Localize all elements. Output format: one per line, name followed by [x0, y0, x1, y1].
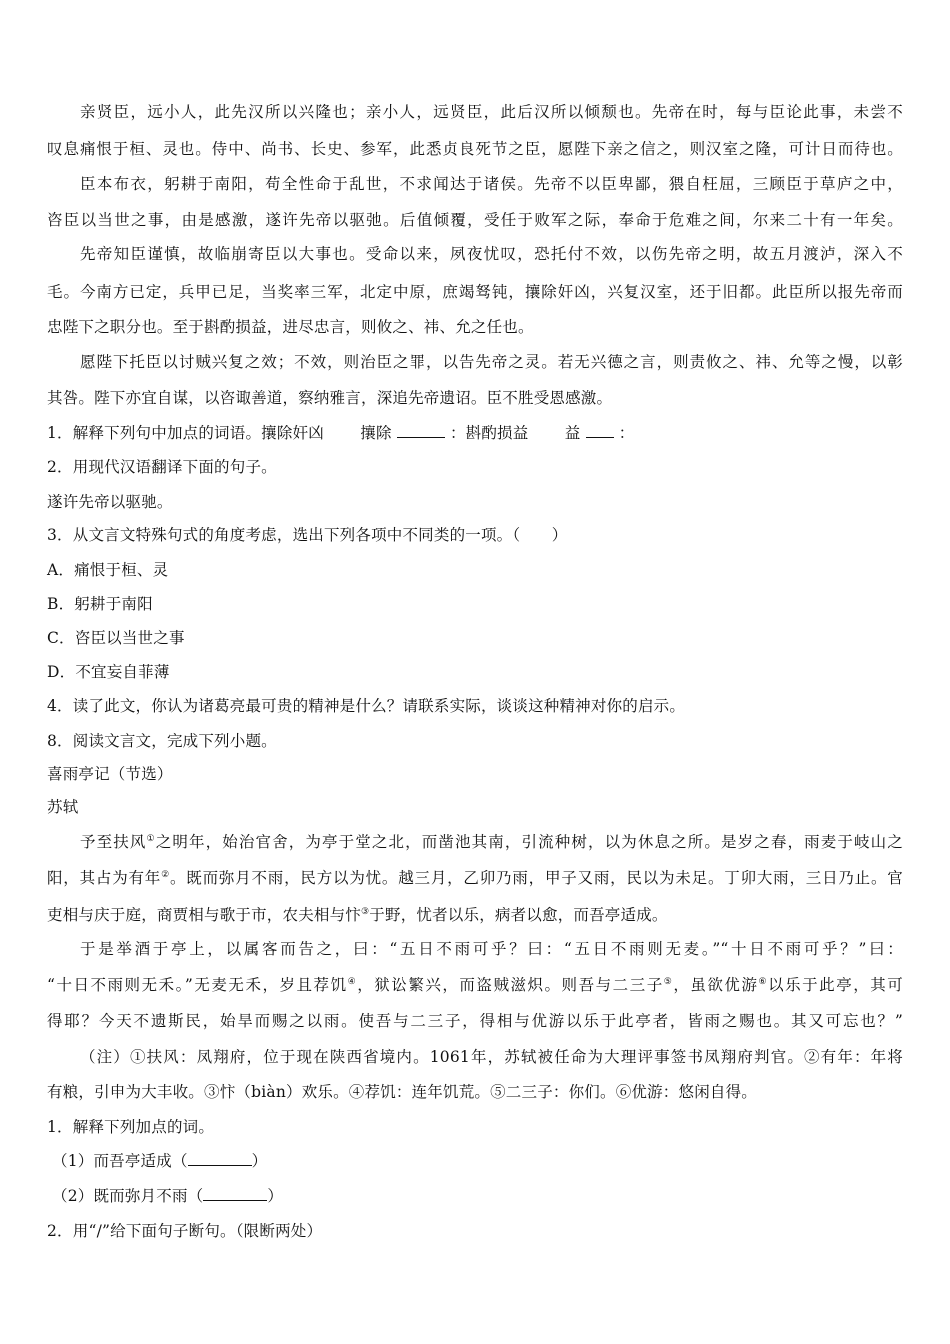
section8-question-1-1: （1）而吾亭适成（ ）: [52, 1152, 268, 1170]
section8-question-1-2: （2）既而弥月不雨（ ）: [52, 1187, 284, 1205]
footnote-marker: ⑤: [663, 976, 674, 987]
section8-question-1: 1．解释下列加点的词。: [47, 1118, 215, 1136]
passage1-line: 愿陛下托臣以讨贼兴复之效；不效，则治臣之罪，以告先帝之灵。若无兴德之言，则责攸之、祎、允等之慢，以彰: [80, 353, 903, 371]
question-text: 1．解释下列句中加点的词语。攘除奸凶: [47, 424, 324, 442]
option-a[interactable]: A．痛恨于桓、灵: [47, 561, 169, 579]
essay-line: 予至扶风①之明年，始治官舍，为亭于堂之北，而凿池其南，引流种树，以为休息之所。是岁之春，雨麦于岐山之: [80, 833, 903, 851]
answer-blank[interactable]: [397, 423, 445, 438]
answer-blank[interactable]: [586, 423, 614, 438]
essay-line: “十日不雨则无禾。”无麦无禾，岁且荐饥④，狱讼繁兴，而盗贼滋炽。则吾与二三子⑤，虽欲优游⑥以乐于此亭，其可: [47, 976, 903, 994]
question-text: 攘除: [360, 424, 392, 442]
essay-author: 苏轼: [47, 798, 79, 816]
footnote-marker: ②: [161, 869, 170, 880]
section-intro: 8．阅读文言文，完成下列小题。: [47, 732, 277, 750]
footnote-marker: ④: [347, 976, 358, 987]
essay-line: 吏相与庆于庭，商贾相与歌于市，农夫相与忭③于野，忧者以乐，病者以愈，而吾亭适成。: [47, 906, 668, 924]
answer-blank[interactable]: [188, 1151, 252, 1166]
option-b[interactable]: B．躬耕于南阳: [47, 595, 153, 613]
passage1-line: 叹息痛恨于桓、灵也。侍中、尚书、长史、参军，此悉贞良死节之臣，愿陛下亲之信之，则汉室之隆，可计日而待也。: [47, 140, 903, 158]
question-text: ：斟酌损益: [449, 424, 529, 442]
essay-line: 阳，其占为有年②。既而弥月不雨，民方以为忧。越三月，乙卯乃雨，甲子又雨，民以为未足。丁卯大雨，三日乃止。官: [47, 869, 903, 887]
question-3: 3．从文言文特殊句式的角度考虑，选出下列各项中不同类的一项。（ ）: [47, 526, 568, 544]
question-4: 4．读了此文，你认为诸葛亮最可贵的精神是什么？请联系实际，谈谈这种精神对你的启示。: [47, 697, 686, 715]
passage1-line: 臣本布衣，躬耕于南阳，苟全性命于乱世，不求闻达于诸侯。先帝不以臣卑鄙，猥自枉屈，三顾臣于草庐之中，: [80, 175, 903, 193]
passage1-line: 其咎。陛下亦宜自谋，以咨诹善道，察纳雅言，深追先帝遗诏。臣不胜受恩感激。: [47, 389, 613, 407]
passage1-line: 咨臣以当世之事，由是感激，遂许先帝以驱弛。后值倾覆，受任于败军之际，奉命于危难之间，尔来二十有一年矣。: [47, 211, 903, 229]
option-d[interactable]: D．不宜妄自菲薄: [47, 663, 170, 681]
footnote-marker: ①: [146, 833, 156, 844]
question-1: [47, 423, 903, 443]
question-text: ：: [618, 424, 635, 442]
question-text: 益: [564, 424, 581, 442]
passage1-line: 毛。今南方已定，兵甲已足，当奖率三军，北定中原，庶竭驽钝，攘除奸凶，兴复汉室，还于旧都。此臣所以报先帝而: [47, 283, 903, 301]
question-2: 2．用现代汉语翻译下面的句子。: [47, 458, 277, 476]
passage1-line: 忠陛下之职分也。至于斟酌损益，进尽忠言，则攸之、祎、允之任也。: [47, 318, 534, 336]
footnote-marker: ③: [361, 906, 370, 917]
question-sentence: 遂许先帝以驱驰。: [47, 493, 173, 511]
option-c[interactable]: C．咨臣以当世之事: [47, 629, 185, 647]
passage1-line: 亲贤臣，远小人，此先汉所以兴隆也；亲小人，远贤臣，此后汉所以倾颓也。先帝在时，每与臣论此事，未尝不: [80, 103, 903, 121]
answer-blank[interactable]: [203, 1186, 267, 1201]
footnote-marker: ⑥: [758, 976, 769, 987]
essay-line: 于是举酒于亭上，以属客而告之，曰：“五日不雨可乎？曰：“五日不雨则无麦。”“十日不雨可乎？”曰：: [80, 940, 903, 958]
note-line: 有粮，引申为大丰收。③忭（biàn）欢乐。④荐饥：连年饥荒。⑤二三子：你们。⑥优游：悠闲自得。: [47, 1083, 758, 1101]
passage1-line: 先帝知臣谨慎，故临崩寄臣以大事也。受命以来，夙夜忧叹，恐托付不效，以伤先帝之明，故五月渡泸，深入不: [80, 245, 903, 263]
essay-line: 得耶？今天不遗斯民，始旱而赐之以雨。使吾与二三子，得相与优游以乐于此亭者，皆雨之赐也。其又可忘也？”: [47, 1012, 903, 1030]
essay-title: 喜雨亭记（节选）: [47, 765, 173, 783]
section8-question-2: 2．用“/”给下面句子断句。（限断两处）: [47, 1222, 323, 1240]
note-line: （注）①扶风：凤翔府，位于现在陕西省境内。1061年，苏轼被任命为大理评事签书凤翔府判官。②有年：年将: [80, 1048, 903, 1066]
